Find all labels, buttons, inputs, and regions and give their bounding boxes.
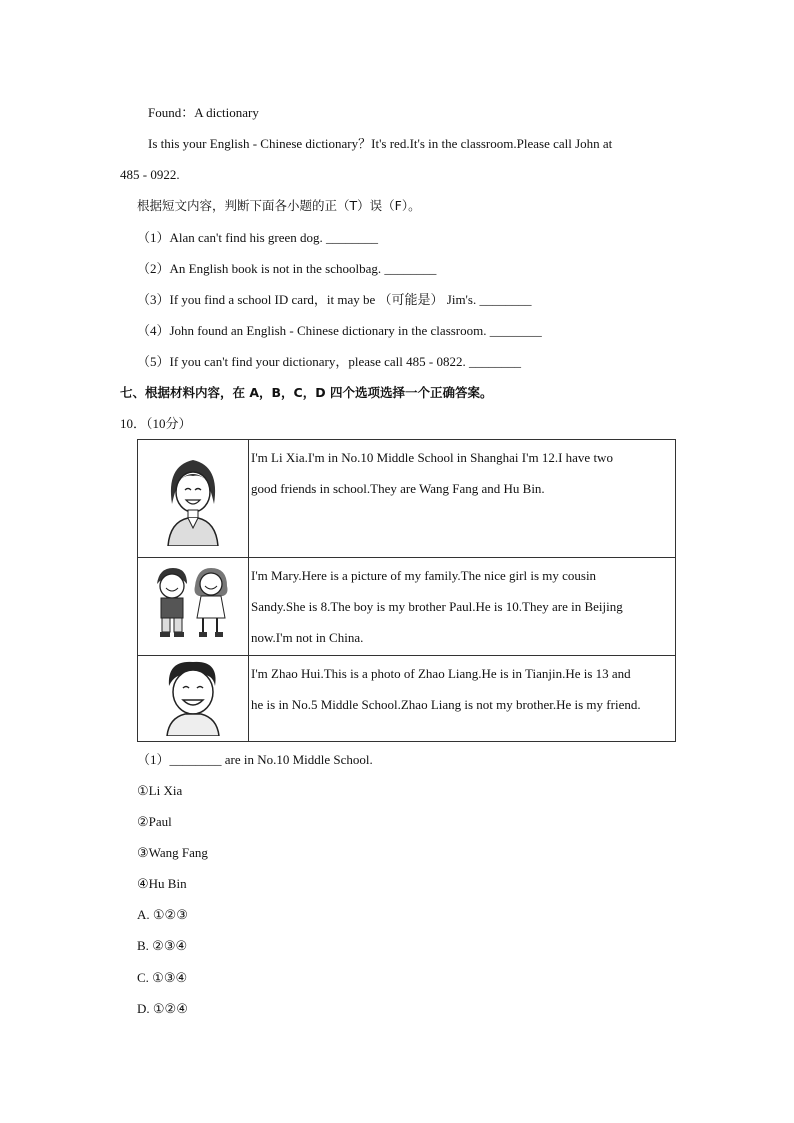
passage-row-3 [138,656,676,742]
tf-item-4: （4）John found an English - Chinese dictionary in the classroom. ________ [137,323,542,338]
q1-stem: （1）________ are in No.10 Middle School. [137,752,373,767]
q1-option-d[interactable]: D. ①②④ [137,1001,188,1016]
tf-item-2: （2）An English book is not in the schoolbag. ________ [137,261,437,276]
passage-1-line-1: I'm Li Xia.I'm in No.10 Middle School in Shanghai I'm 12.I have two [251,450,613,465]
passage-table [137,439,676,742]
girl-portrait-icon [158,446,228,546]
girl-portrait-cell [138,440,249,558]
found-heading: Found：A dictionary [148,105,259,120]
smiling-boy-icon [153,656,233,736]
boy-and-girl-icon [151,564,235,644]
passage-row-1 [138,440,676,558]
passage-3-line-2: he is in No.5 Middle School.Zhao Liang is not my brother.He is my friend. [251,697,641,712]
q1-option-c[interactable]: C. ①③④ [137,970,188,985]
tf-item-5: （5）If you can't find your dictionary，please call 485 - 0822. ________ [137,354,521,369]
q1-choice-4: ④Hu Bin [137,876,187,891]
q1-option-b[interactable]: B. ②③④ [137,938,188,953]
passage-text-1 [249,440,676,558]
q1-choice-1: ①Li Xia [137,783,183,798]
q1-option-a[interactable]: A. ①②③ [137,907,188,922]
passage-2-line-3: now.I'm not in China. [251,630,364,645]
q1-choice-2: ②Paul [137,814,172,829]
passage-2-line-1: I'm Mary.Here is a picture of my family.The nice girl is my cousin [251,568,597,583]
passage-text-3 [249,656,676,742]
section7-title: 七、根据材料内容，在 A，B，C，D 四个选项选择一个正确答案。 [120,385,493,400]
tf-instruction: 根据短文内容，判断下面各小题的正（T）误（F）。 [137,198,421,213]
tf-item-1: （1）Alan can't find his green dog. ________ [137,230,378,245]
found-body-line1: Is this your English - Chinese dictionary？It's red.It's in the classroom.Please call John at [148,136,613,151]
passage-text-2 [249,558,676,656]
passage-3-line-1: I'm Zhao Hui.This is a photo of Zhao Liang.He is in Tianjin.He is 13 and [251,666,631,681]
q1-choice-3: ③Wang Fang [137,845,208,860]
smiling-boy-cell [138,656,249,742]
question-number: 10．（10分） [120,416,192,431]
passage-1-line-2: good friends in school.They are Wang Fang and Hu Bin. [251,481,545,496]
passage-row-2 [138,558,676,656]
passage-2-line-2: Sandy.She is 8.The boy is my brother Paul.He is 10.They are in Beijing [251,599,623,614]
found-body-line2: 485 - 0922. [120,167,180,182]
boy-and-girl-cell [138,558,249,656]
tf-item-3: （3）If you find a school ID card，it may be （可能是） Jim's. ________ [137,292,532,307]
